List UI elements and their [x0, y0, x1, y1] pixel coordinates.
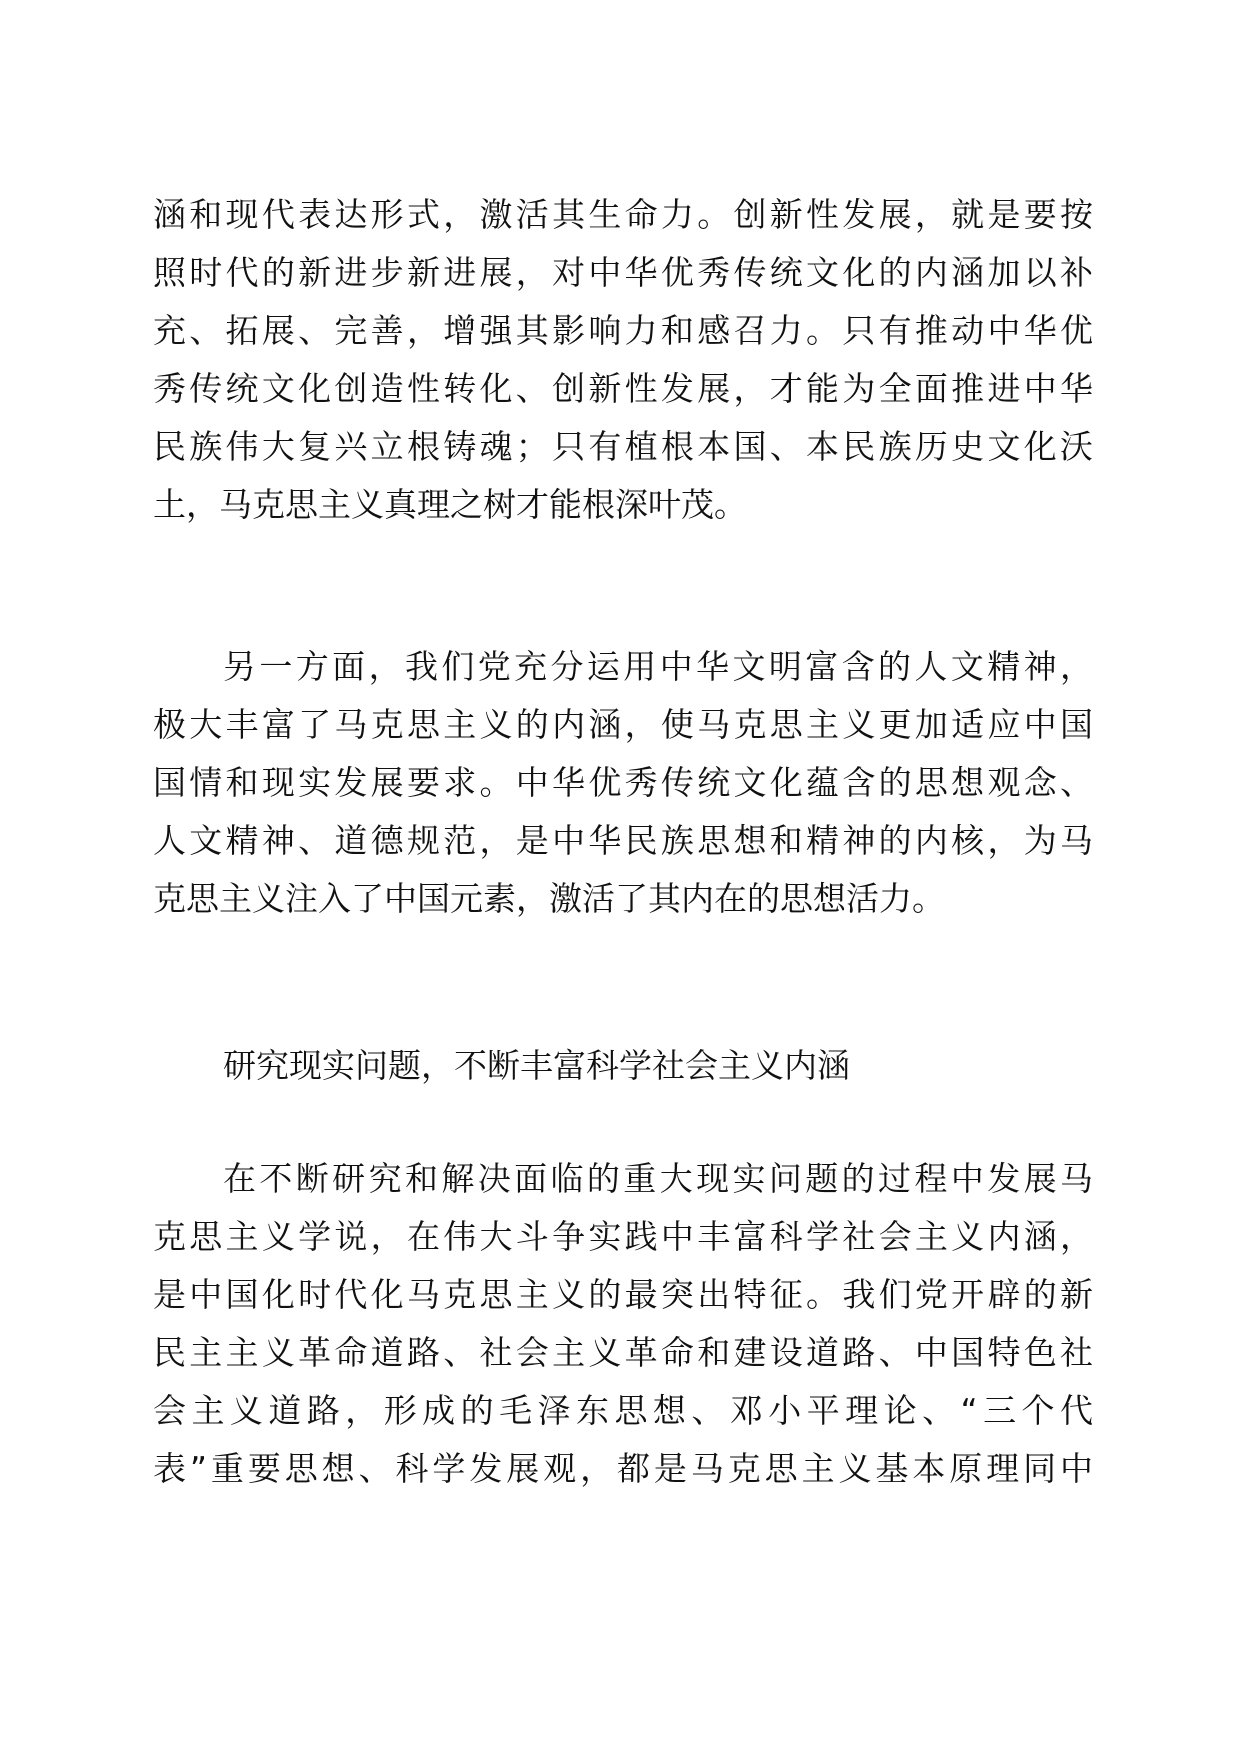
paragraph-line: 极大丰富了马克思主义的内涵，使马克思主义更加适应中国: [153, 705, 1093, 744]
paragraph-line: 会主义道路，形成的毛泽东思想、邓小平理论、“三个代: [153, 1391, 1093, 1430]
paragraph-line: 表”重要思想、科学发展观，都是马克思主义基本原理同中: [153, 1449, 1093, 1488]
paragraph-3: [153, 1150, 1093, 1498]
paragraph-line: 秀传统文化创造性转化、创新性发展，才能为全面推进中华: [153, 369, 1093, 408]
paragraph-line: 国情和现实发展要求。中华优秀传统文化蕴含的思想观念、: [153, 763, 1093, 802]
paragraph-2: [153, 638, 1093, 928]
paragraph-1: [153, 186, 1093, 534]
paragraph-line: 涵和现代表达形式，激活其生命力。创新性发展，就是要按: [153, 195, 1093, 234]
paragraph-line: 克思主义注入了中国元素，激活了其内在的思想活力。: [153, 879, 945, 918]
paragraph-line: 克思主义学说，在伟大斗争实践中丰富科学社会主义内涵，: [153, 1217, 1093, 1256]
section-heading-text: 研究现实问题，不断丰富科学社会主义内涵: [223, 1046, 850, 1085]
paragraph-line: 是中国化时代化马克思主义的最突出特征。我们党开辟的新: [153, 1275, 1093, 1314]
paragraph-line: 民族伟大复兴立根铸魂；只有植根本国、本民族历史文化沃: [153, 427, 1093, 466]
paragraph-line: 人文精神、道德规范，是中华民族思想和精神的内核，为马: [153, 821, 1093, 860]
paragraph-line: 在不断研究和解决面临的重大现实问题的过程中发展马: [223, 1159, 1093, 1198]
section-heading: [153, 1037, 1093, 1095]
paragraph-line: 民主主义革命道路、社会主义革命和建设道路、中国特色社: [153, 1333, 1093, 1372]
paragraph-line: 土，马克思主义真理之树才能根深叶茂。: [153, 485, 747, 524]
paragraph-line: 充、拓展、完善，增强其影响力和感召力。只有推动中华优: [153, 311, 1093, 350]
paragraph-line: 另一方面，我们党充分运用中华文明富含的人文精神，: [223, 647, 1093, 686]
paragraph-line: 照时代的新进步新进展，对中华优秀传统文化的内涵加以补: [153, 253, 1093, 292]
